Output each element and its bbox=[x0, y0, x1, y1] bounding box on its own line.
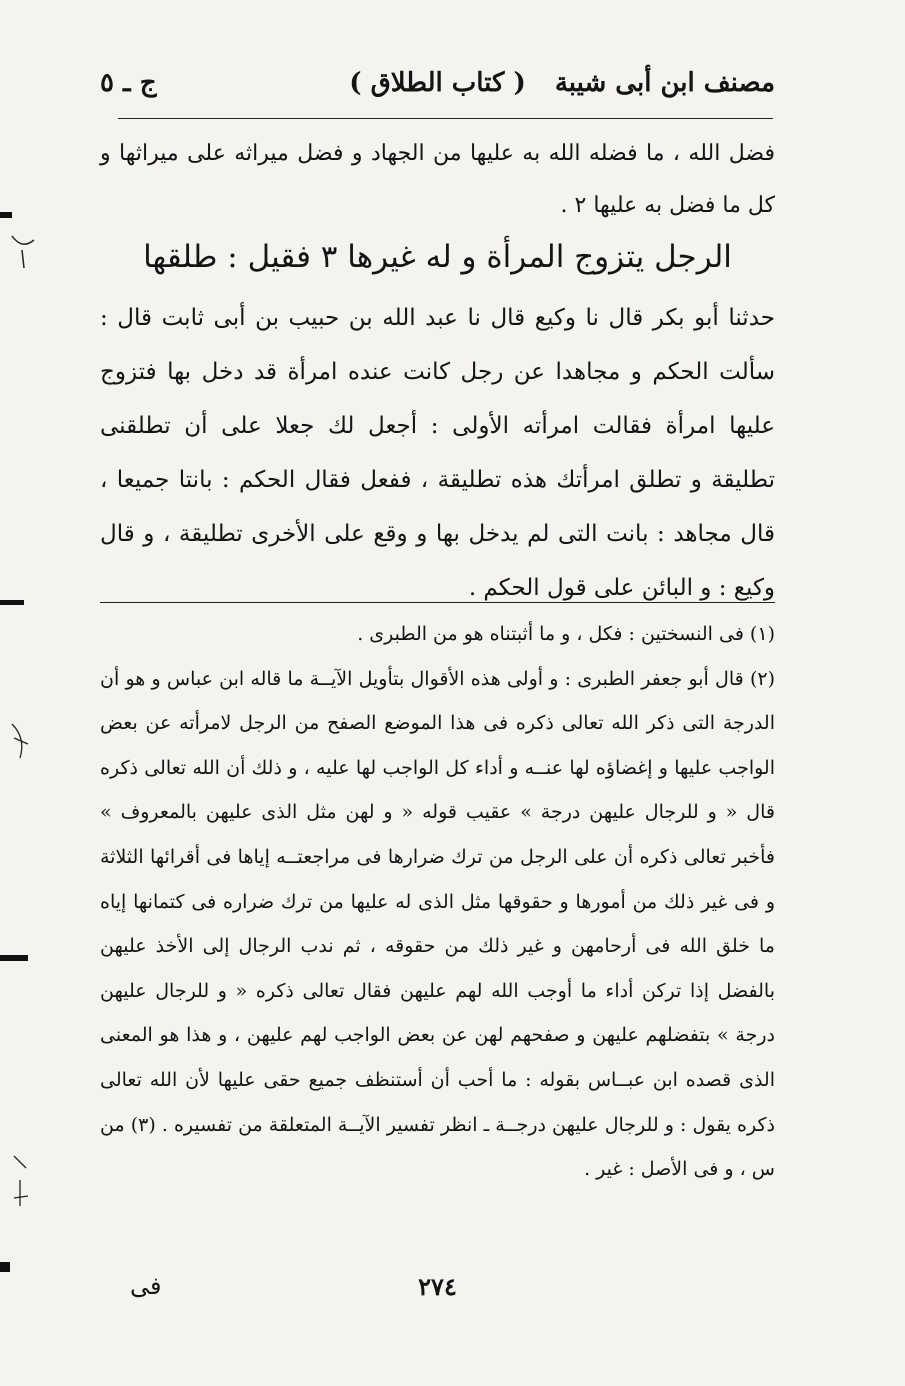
page-footer bbox=[100, 1272, 775, 1312]
book-title: مصنف ابن أبى شيبة bbox=[554, 68, 775, 98]
volume-label: ج ـ ٥ bbox=[100, 68, 157, 98]
scan-artifact bbox=[10, 1150, 34, 1210]
binding-mark bbox=[0, 212, 12, 218]
section-heading: الرجل يتزوج المرأة و له غيرها ٣ فقيل : طلقها bbox=[143, 239, 732, 275]
footnote-2: (٢) قال أبو جعفر الطبرى : و أولى هذه الأقوال بتأويل الآيــة ما قاله ابن عباس و هو أن الدرجة التى ذكر الله تعالى ذكره فى هذا الموضع الصفح من الرجل لامرأته عن بعض الواجب عليها و إغضاؤه لها عنــه و أداء كل الواجب لها عليه ، و ذلك أن الله تعالى ذكره قال « و للرجال عليهن درجة » عقيب قوله « و لهن مثل الذى عليهن بالمعروف » فأخبر تعالى ذكره أن على الرجل من ترك ضرارها فى مراجعتــه إياها فى أقرائها الثلاثة و فى غير ذلك من أمورها و حقوقها مثل الذى له عليها من ترك ضراره فى كتمانها إياه ما خلق الله فى أرحامهن و غير ذلك من حقوقه ، ثم ندب الرجال إلى الأخذ عليهن بالفضل إذا تركن أداء ما أوجب الله لهم عليهن فقال تعالى ذكره « و للرجال عليهن درجة » بتفضلهم عليهن و صفحهم لهن عن بعض الواجب لهم عليهن ، و هذا هو المعنى الذى قصده ابن عبــاس بقوله : ما أحب أن أستنظف جميع حقى عليها لأن الله تعالى ذكره يقول : و للرجال عليهن درجــة ـ انظر تفسير الآيــة المتعلقة من تفسيره . (٣) من س ، و فى الأصل : غير . bbox=[100, 667, 775, 1181]
binding-mark bbox=[0, 1262, 10, 1272]
footnotes bbox=[100, 612, 775, 1192]
running-header bbox=[100, 68, 775, 112]
binding-mark bbox=[0, 955, 28, 961]
continuation-text: فضل الله ، ما فضله الله به عليها من الجهاد و فضل ميراثه على ميراثها و كل ما فضل به عليها ٢ . bbox=[100, 141, 775, 218]
chapter-title: ( كتاب الطلاق ) bbox=[349, 68, 526, 98]
header-rule bbox=[118, 118, 773, 119]
page-number: ٢٧٤ bbox=[418, 1272, 457, 1301]
catchword: فى bbox=[130, 1272, 162, 1300]
hadith-text: حدثنا أبو بكر قال نا وكيع قال نا عبد الله بن حبيب بن أبى ثابت قال : سألت الحكم و مجاهدا عن رجل كانت عنده امرأة قد دخل بها فتزوج عليها امرأة فقالت امرأته الأولى : أجعل لك جعلا على أن تطلقنى تطليقة و تطلق امرأتك هذه تطليقة ، ففعل فقال الحكم : بانتا جميعا ، قال مجاهد : بانت التى لم يدخل بها و وقع على الأخرى تطليقة ، و قال وكيع : و البائن على قول الحكم . bbox=[100, 305, 775, 601]
footnote-1: (١) فى النسختين : فكل ، و ما أثبتناه هو من الطبرى . bbox=[357, 623, 775, 645]
footnote-rule bbox=[100, 602, 775, 603]
scan-artifact bbox=[8, 232, 38, 272]
binding-mark bbox=[0, 600, 24, 605]
scan-artifact bbox=[6, 718, 36, 768]
